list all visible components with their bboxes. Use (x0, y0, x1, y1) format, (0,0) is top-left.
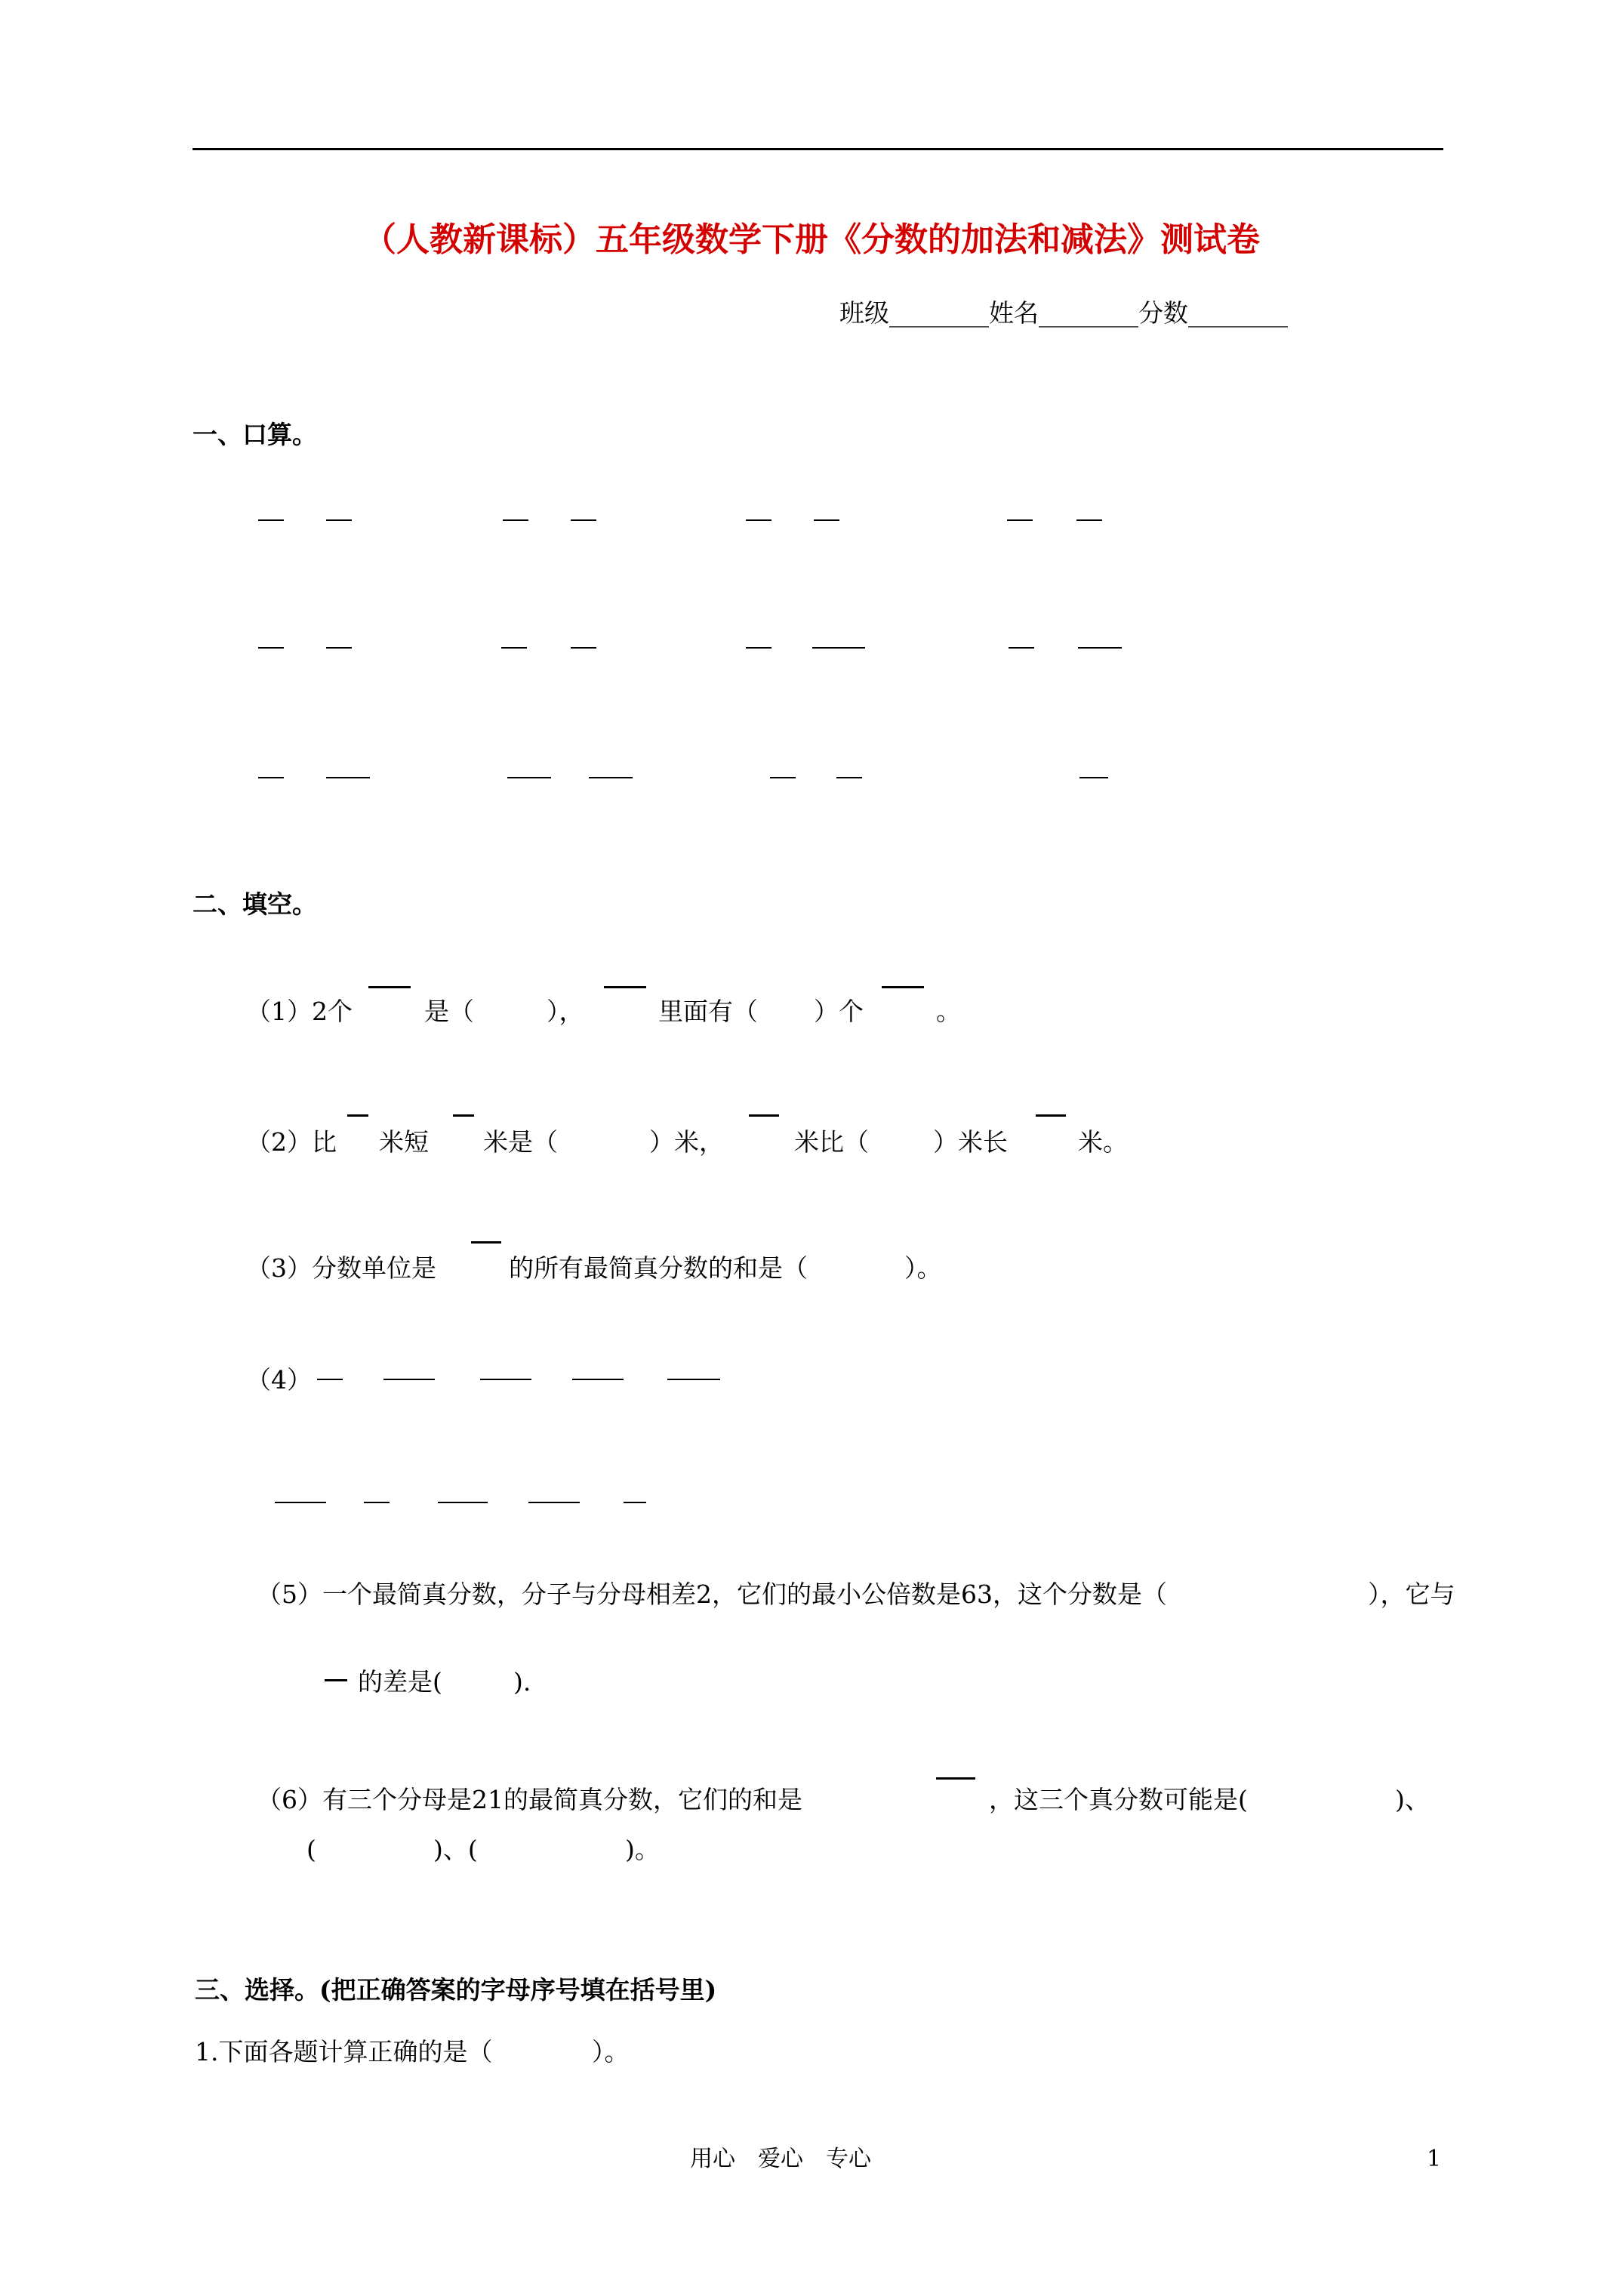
q2-text-d: ）米， (649, 1127, 724, 1157)
fraction-bar (571, 647, 596, 649)
q6-text-f: )。 (625, 1835, 660, 1864)
fraction-bar (480, 1379, 531, 1380)
q6-text-e: )、( (433, 1835, 478, 1864)
fraction-bar (1009, 647, 1034, 649)
q5-line2: 的差是( (358, 1667, 442, 1697)
footer-motto: 用心 爱心 专心 (690, 2146, 871, 2172)
q2-text-b: 米短 (379, 1127, 429, 1157)
fraction-bar (383, 1379, 435, 1380)
q5-line1: （5）一个最简真分数，分子与分母相差2，它们的最小公倍数是63，这个分数是（ (257, 1579, 1167, 1609)
fraction-bar (501, 647, 527, 649)
fraction-bar (882, 986, 924, 988)
fraction-bar (317, 1379, 343, 1380)
q1-text-a: （1）2个 (246, 997, 353, 1026)
choice-q1-text-a: 1.下面各题计算正确的是（ (195, 2037, 493, 2066)
choice-q1-text-b: ）。 (592, 2037, 630, 2066)
q5-line2b: ). (513, 1667, 531, 1697)
q6-text-c: )、 (1395, 1785, 1430, 1814)
fraction-bar (1078, 647, 1122, 649)
fraction-bar (258, 777, 284, 778)
fraction-bar (1007, 519, 1033, 521)
q1-text-c: ）， (547, 997, 584, 1026)
fraction-bar (624, 1502, 646, 1503)
q2-text-c: 米是（ (483, 1127, 558, 1157)
fraction-bar (936, 1777, 975, 1780)
section-1-heading: 一、口算。 (192, 420, 317, 449)
fraction-bar (770, 777, 796, 778)
q6-text-a: （6）有三个分母是21的最简真分数，它们的和是 (257, 1785, 802, 1814)
fraction-bar (571, 519, 596, 521)
q6-text-b: ，这三个真分数可能是( (989, 1785, 1248, 1814)
q2-text-f: ）米长 (933, 1127, 1008, 1157)
fraction-bar (604, 986, 646, 988)
section-2-heading: 二、填空。 (192, 889, 317, 919)
fraction-bar (746, 647, 771, 649)
page-title: （人教新课标）五年级数学下册《分数的加法和减法》测试卷 (363, 220, 1260, 259)
q3-text-b: 的所有最简真分数的和是（ (509, 1253, 808, 1283)
fraction-bar (258, 519, 284, 521)
fraction-bar (1076, 519, 1102, 521)
fraction-bar (326, 519, 352, 521)
fraction-bar (528, 1502, 580, 1503)
fraction-bar (438, 1502, 488, 1503)
page-number: 1 (1427, 2146, 1442, 2172)
fraction-bar (836, 777, 862, 778)
q1-text-f: 。 (936, 997, 961, 1026)
header-rule (192, 148, 1443, 150)
fraction-bar (1036, 1114, 1066, 1117)
fraction-bar (326, 647, 352, 649)
fraction-bar (812, 647, 865, 649)
q3-text-a: （3）分数单位是 (246, 1253, 436, 1283)
q4-text-a: （4） (246, 1365, 312, 1395)
q1-text-e: ）个 (814, 997, 864, 1026)
fraction-bar (347, 1114, 368, 1117)
q3-text-c: ）。 (904, 1253, 942, 1283)
fraction-bar (275, 1502, 326, 1503)
fraction-bar (814, 519, 839, 521)
q5-line1b: ），它与 (1368, 1579, 1455, 1609)
fraction-bar (746, 519, 771, 521)
q6-text-d: ( (306, 1835, 316, 1864)
q2-text-e: 米比（ (794, 1127, 869, 1157)
fraction-bar (507, 777, 551, 778)
fraction-bar (364, 1502, 390, 1503)
section-3-heading: 三、选择。(把正确答案的字母序号填在括号里) (195, 1975, 717, 2005)
fraction-bar (325, 1679, 347, 1681)
fraction-bar (258, 647, 284, 649)
q2-text-a: （2）比 (246, 1127, 337, 1157)
fraction-bar (589, 777, 633, 778)
fraction-bar (471, 1241, 501, 1244)
fraction-bar (453, 1114, 474, 1117)
fraction-bar (572, 1379, 624, 1380)
fraction-bar (326, 777, 370, 778)
fraction-bar (1079, 777, 1108, 778)
fraction-bar (749, 1114, 779, 1117)
fraction-bar (503, 519, 528, 521)
fraction-bar (667, 1379, 720, 1380)
q1-text-b: 是（ (424, 997, 474, 1026)
q2-text-g: 米。 (1078, 1127, 1128, 1157)
student-info-line: 班级________姓名________分数________ (839, 298, 1288, 328)
q1-text-d: 里面有（ (658, 997, 758, 1026)
fraction-bar (368, 986, 411, 988)
